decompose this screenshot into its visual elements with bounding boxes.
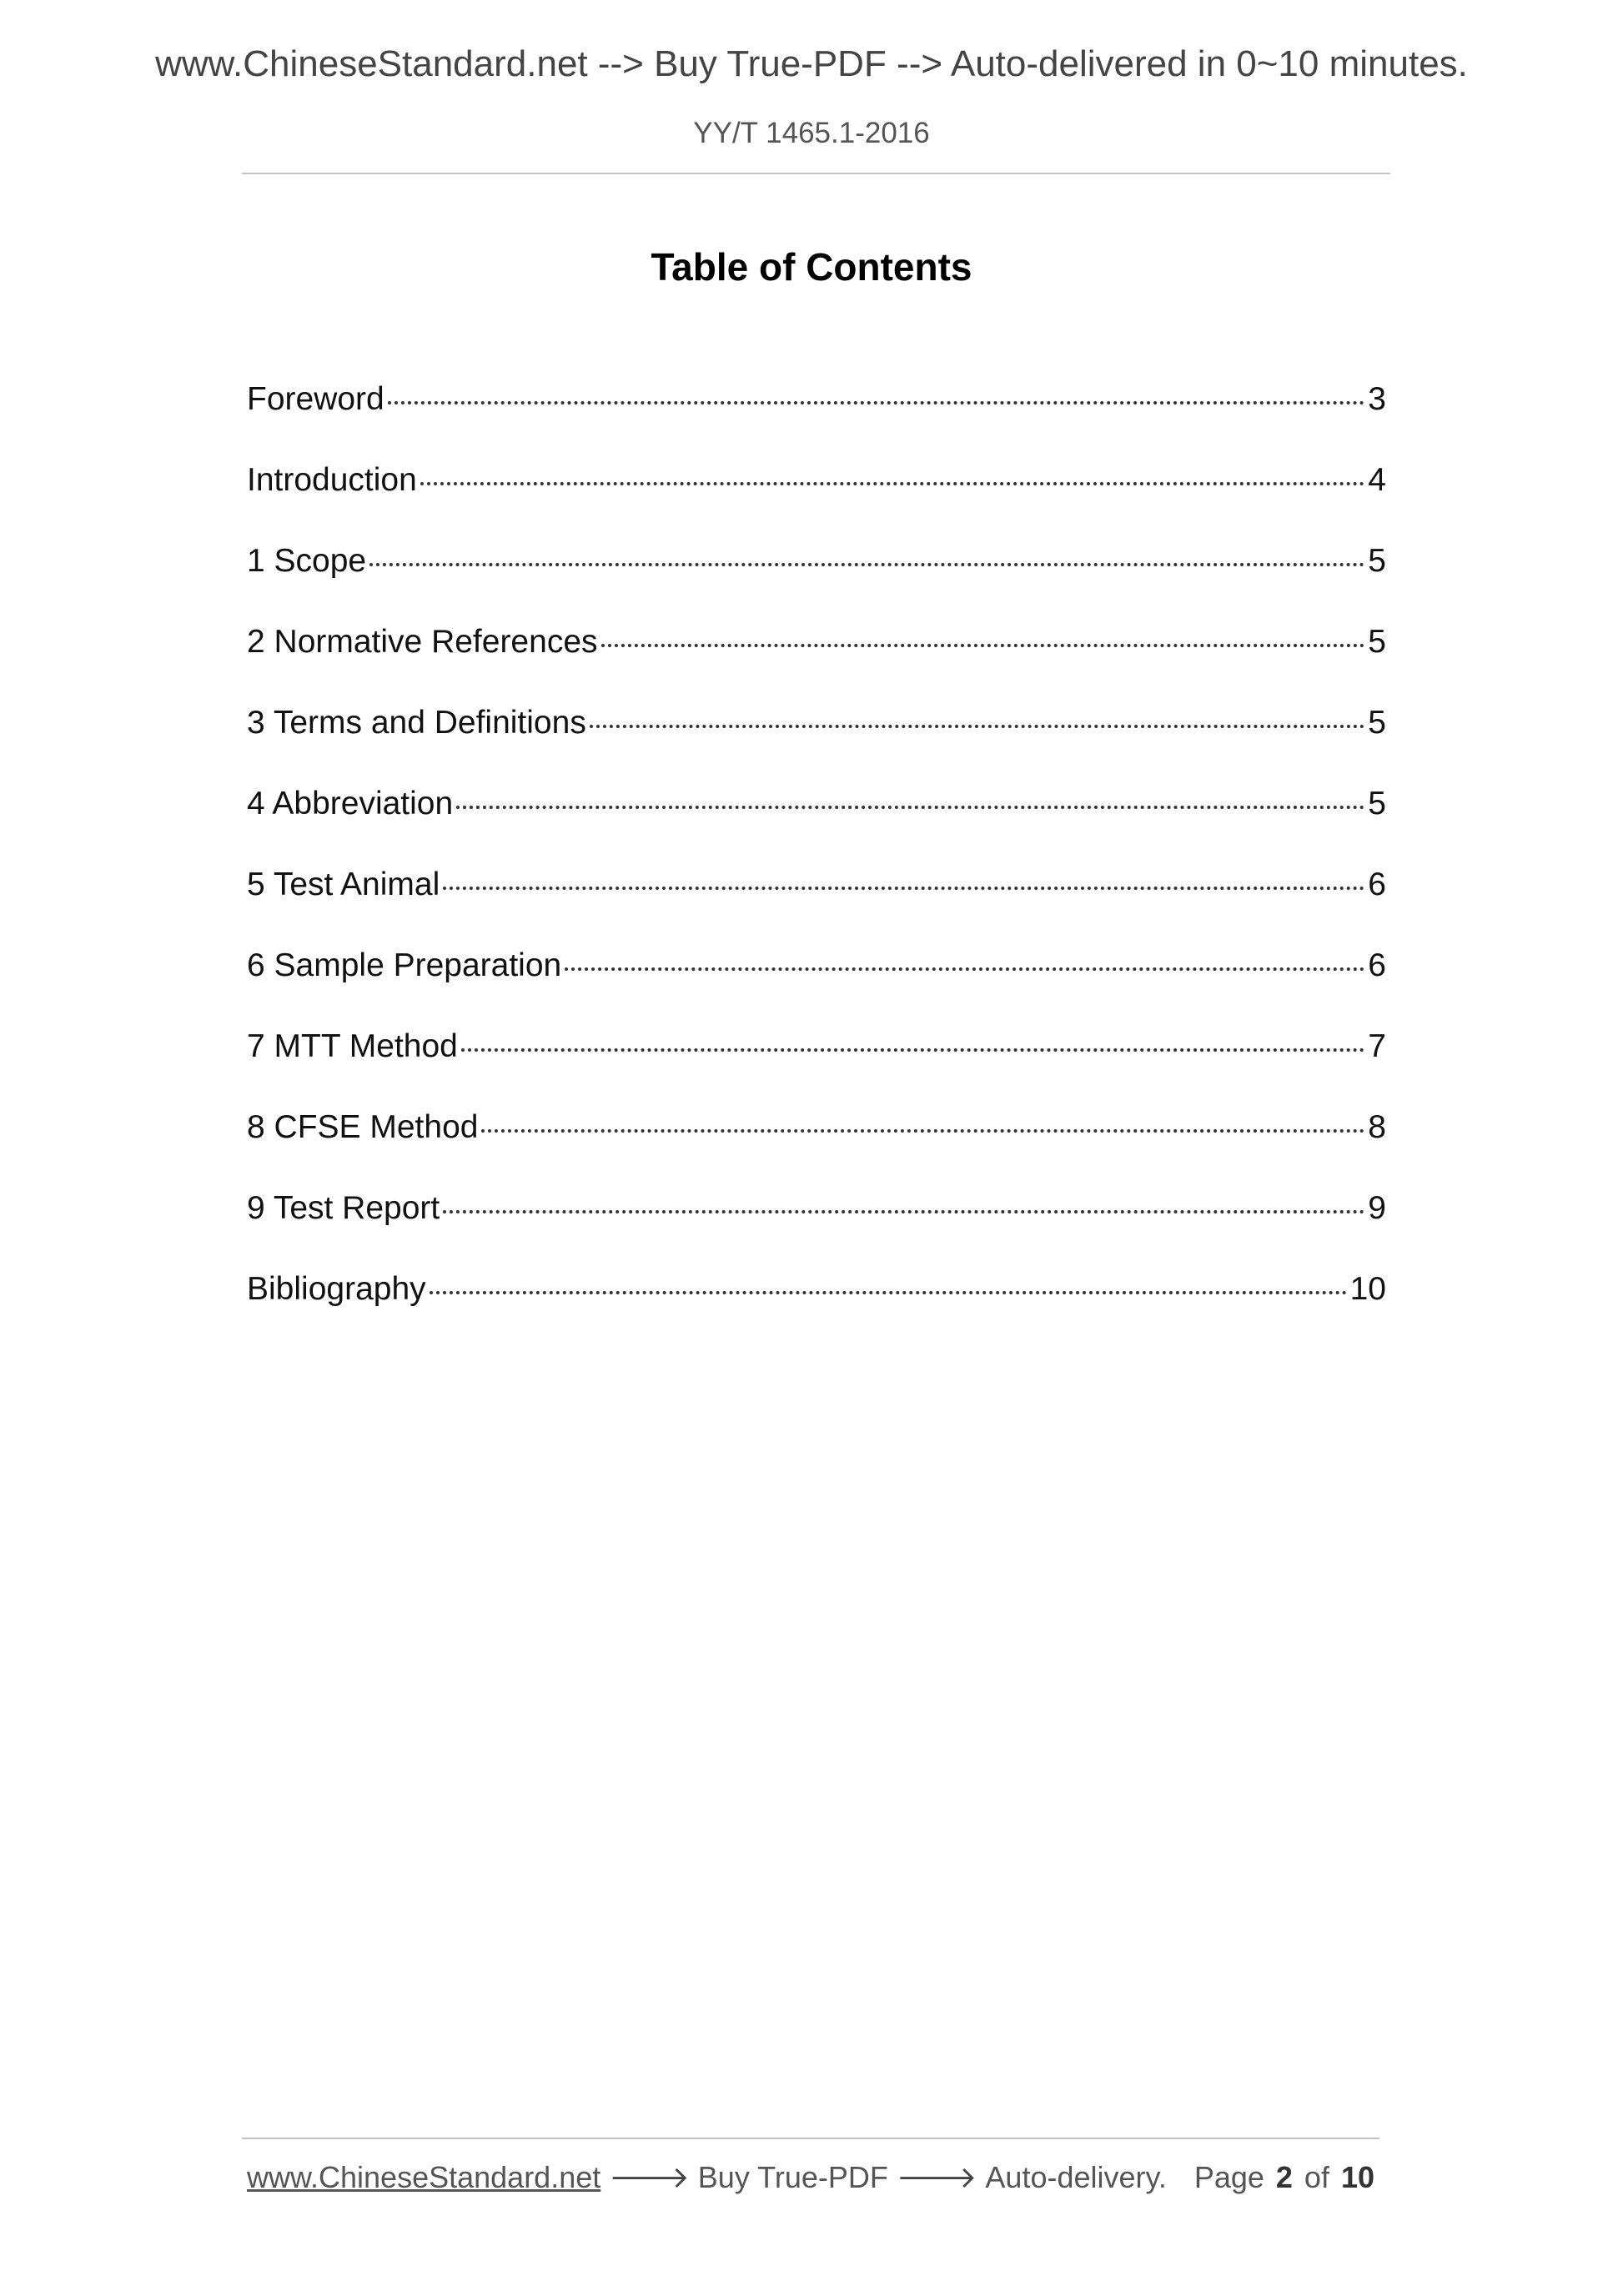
toc-entry-page: 7 xyxy=(1368,1028,1386,1064)
toc-entry-label: 3 Terms and Definitions xyxy=(247,705,586,741)
toc-entry-label: 9 Test Report xyxy=(247,1190,440,1226)
footer-delivery-text: Auto-delivery. xyxy=(985,2160,1167,2194)
toc-entry-page: 5 xyxy=(1368,786,1386,821)
toc-entry-test-report[interactable] xyxy=(247,1188,1386,1269)
page-of-label: of xyxy=(1304,2160,1329,2194)
header-divider xyxy=(242,173,1390,174)
toc-entry-page: 4 xyxy=(1368,462,1386,498)
toc-entry-label: 2 Normative References xyxy=(247,624,598,660)
dot-leader xyxy=(443,1210,1364,1213)
toc-entry-introduction[interactable] xyxy=(247,460,1386,541)
toc-entry-label: 1 Scope xyxy=(247,543,367,579)
toc-entry-terms-definitions[interactable] xyxy=(247,703,1386,784)
toc-entry-page: 8 xyxy=(1368,1109,1386,1145)
arrow-right-icon: 🡒 xyxy=(609,2160,690,2194)
toc-entry-label: 8 CFSE Method xyxy=(247,1109,479,1145)
toc-entry-cfse-method[interactable] xyxy=(247,1108,1386,1188)
dot-leader xyxy=(369,563,1364,566)
toc-entry-scope[interactable] xyxy=(247,541,1386,622)
dot-leader xyxy=(481,1129,1364,1133)
toc-entry-label: Bibliography xyxy=(247,1271,426,1307)
toc-entry-label: 4 Abbreviation xyxy=(247,786,454,821)
toc-list xyxy=(247,379,1386,1350)
page-number: 2 xyxy=(1275,2160,1293,2194)
toc-entry-page: 6 xyxy=(1368,947,1386,983)
dot-leader xyxy=(443,887,1364,890)
footer-divider xyxy=(242,2138,1379,2139)
top-banner: www.ChineseStandard.net --> Buy True-PDF --> Auto-delivered in 0~10 minutes. xyxy=(155,43,1468,84)
dot-leader xyxy=(430,1291,1347,1294)
toc-entry-mtt-method[interactable] xyxy=(247,1027,1386,1108)
dot-leader xyxy=(388,401,1365,404)
dot-leader xyxy=(590,725,1364,728)
toc-entry-page: 5 xyxy=(1368,624,1386,660)
toc-entry-label: Foreword xyxy=(247,381,384,417)
toc-entry-label: 5 Test Animal xyxy=(247,867,440,902)
dot-leader xyxy=(420,482,1364,485)
page-total: 10 xyxy=(1340,2160,1374,2194)
toc-entry-label: 6 Sample Preparation xyxy=(247,947,562,983)
toc-entry-foreword[interactable] xyxy=(247,379,1386,460)
toc-entry-page: 6 xyxy=(1368,867,1386,902)
dot-leader xyxy=(601,644,1365,647)
toc-entry-page: 9 xyxy=(1368,1190,1386,1226)
document-code: YY/T 1465.1-2016 xyxy=(693,117,930,149)
toc-entry-page: 3 xyxy=(1368,381,1386,417)
dot-leader xyxy=(565,967,1364,971)
toc-title: Table of Contents xyxy=(651,245,972,289)
footer-buy-text: Buy True-PDF xyxy=(697,2160,888,2194)
page-footer xyxy=(247,2158,1374,2195)
toc-entry-label: 7 MTT Method xyxy=(247,1028,458,1064)
arrow-right-icon: 🡒 xyxy=(896,2160,977,2194)
toc-entry-test-animal[interactable] xyxy=(247,865,1386,946)
toc-entry-label: Introduction xyxy=(247,462,417,498)
toc-entry-bibliography[interactable] xyxy=(247,1269,1386,1350)
toc-entry-page: 10 xyxy=(1349,1271,1386,1307)
page-label: Page xyxy=(1193,2160,1264,2194)
toc-entry-page: 5 xyxy=(1368,543,1386,579)
dot-leader xyxy=(461,1048,1364,1052)
dot-leader xyxy=(456,806,1364,809)
toc-entry-abbreviation[interactable] xyxy=(247,784,1386,865)
footer-site-link[interactable]: www.ChineseStandard.net xyxy=(247,2160,601,2194)
toc-entry-sample-preparation[interactable] xyxy=(247,946,1386,1027)
toc-entry-page: 5 xyxy=(1368,705,1386,741)
toc-entry-normative-references[interactable] xyxy=(247,622,1386,703)
